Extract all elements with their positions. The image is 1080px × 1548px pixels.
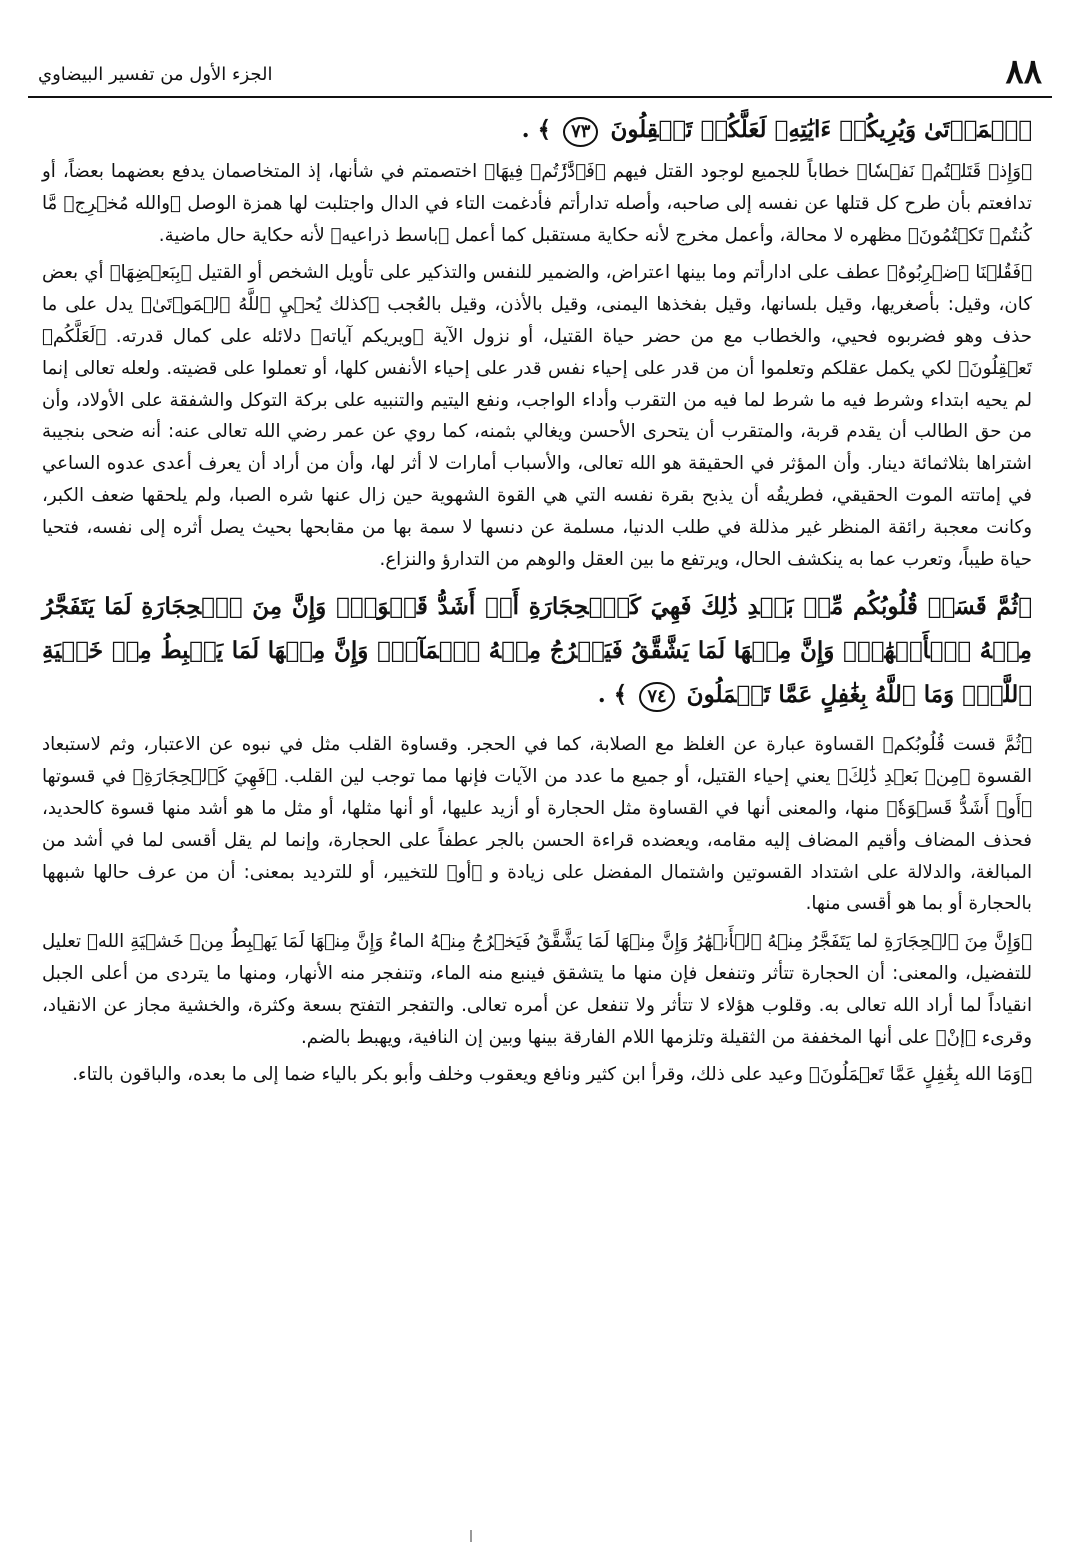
commentary-paragraph: ﴿ثُمَّ قست قُلُوبُكم﴾ القساوة عبارة عن الغلظ مع الصلابة، كما في الحجر. وقساوة القلب مثل في نبوه عن الاعتبار، وثم لاستبعاد القسوة ﴿مِنۢ بَعۡدِ ذَٰلِكَ﴾ يعني إحياء القتيل، أو جميع ما عدد من الآيات فإنها مما توجب لين القلب. ﴿فَهِيَ كَٱلۡحِجَارَةِ﴾ في قسوتها ﴿أَوۡ أَشَدُّ قَسۡوَةٗ﴾ منها، والمعنى أنها في القساوة مثل الحجارة أو أزيد عليها، أو أنها مثلها، أو مثل ما هو أشد منها قسوة كالحديد، فحذف المضاف وأقيم المضاف إليه مقامه، ويعضده قراءة الحسن بالجر عطفاً على الحجارة، وإنما لم يقل أقسى لما في أشد من المبالغة، والدلالة على اشتداد القسوتين واشتمال المفضل على زيادة و ﴿أو﴾ للتخيير، أو للترديد بمعنى: أن من عرف حالها شبهها بالحجارة أو بما هو أقسى منها. — [42, 734, 1032, 915]
verse-closing: ﴾ . — [521, 116, 552, 143]
verse-quran-74 — [42, 585, 1032, 717]
page-number: ٨٨ — [1005, 52, 1042, 92]
ayah-number-marker: ٧٣ — [563, 117, 598, 147]
page-header — [28, 48, 1052, 98]
commentary-paragraph: ﴿فَقُلۡنَا ٱضۡرِبُوهُ﴾ عطف على ادارأتم وما بينها اعتراض، والضمير للنفس والتذكير على تأويل الشخص أو القتيل ﴿بِبَعۡضِهَا﴾ أي بعض كان، وقيل: بأصغريها، وقيل بلسانها، وقيل بفخذها اليمنى، وقيل بالأذن، وقيل بالعُجب ﴿كذلك يُحۡيِ ٱللَّهُ ٱلۡمَوۡتَىٰ﴾ يدل على ما حذف وهو فضربوه فحيي، والخطاب مع من حضر حياة القتيل، أو نزول الآية ﴿ويريكم آياته﴾ دلائله على كمال قدرته. ﴿لَعَلَّكُمۡ تَعۡقِلُونَ﴾ لكي يكمل عقلكم وتعلموا أن من قدر على إحياء نفس قدر على إحياء الأنفس كلها، أو تعملوا على قضيته. ولعله تعالى إنما لم يحيه ابتداء وشرط فيه ما شرط لما فيه من التقرب وأداء الواجب، ونفع اليتيم والتنبيه على بركة التوكل والشفقة على الأولاد، وأن من حق الطالب أن يقدم قربة، والمتقرب أن يتحرى الأحسن ويغالي بثمنه، كما روي عن عمر رضي الله تعالى عنه: أنه ضحى بنجيبة اشتراها بثلاثمائة دينار. وأن المؤثر في الحقيقة هو الله تعالى، والأسباب أمارات لا أثر لها، وأن من أراد أن يعرف أعدى عدوه الساعي في إماتته الموت الحقيقي، فطريقُه أن يذبح بقرة نفسه التي هي القوة الشهوية حين زال عنها شره الصبا، ولم يلحقها ضعف الكبر، وكانت معجبة رائقة المنظر غير مذللة في طلب الدنيا، مسلمة عن دنسها لا سمة بها من مقابحها بحيث يصل أثره إلى نفسه، فتحيا حياة طيباً، وتعرب عما به ينكشف الحال، ويرتفع ما بين العقل والوهم من التدارؤ والنزاع. — [42, 262, 1032, 570]
commentary-paragraph: ﴿وَإِنَّ مِنَ ٱلۡحِجَارَةِ لما يَتَفَجَّرُ مِنۡهُ ٱلۡأَنۡهَٰرُ وَإِنَّ مِنۡهَا لَمَا يَشَّقَّقُ فَيَخۡرُجُ مِنۡهُ الماءُ وَإِنَّ مِنۡهَا لَمَا يَهۡبِطُ مِنۡ خَشۡيَةِ الله﴾ تعليل للتفضيل، والمعنى: أن الحجارة تتأثر وتنفعل فإن منها ما يتشقق فينبع منه الماء، وتنفجر منه الأنهار، ومنها ما يتردى من أعلى الجبل انقياداً لما أراد الله تعالى به. وقلوب هؤلاء لا تتأثر ولا تنفعل عن أمره تعالى. والتفجر التفتح بسعة وكثرة، والخشية مجاز عن الانقياد، وقرىء ﴿إنْ﴾ على أنها المخففة من الثقيلة وتلزمها اللام الفارقة بينها وبين إن النافية، ويهبط بالضم. — [42, 931, 1032, 1048]
body-text — [28, 108, 1052, 1091]
scan-mark — [470, 1530, 472, 1542]
verse-text: ﴿ثُمَّ قَسَتۡ قُلُوبُكُم مِّنۢ بَعۡدِ ذَٰلِكَ فَهِيَ كَٱلۡحِجَارَةِ أَوۡ أَشَدُّ قَسۡوَةٗۚ وَإِنَّ مِنَ ٱلۡحِجَارَةِ لَمَا يَتَفَجَّرُ مِنۡهُ ٱلۡأَنۡهَٰرُۚ وَإِنَّ مِنۡهَا لَمَا يَشَّقَّقُ فَيَخۡرُجُ مِنۡهُ ٱلۡمَآءُۚ وَإِنَّ مِنۡهَا لَمَا يَهۡبِطُ مِنۡ خَشۡيَةِ ٱللَّهِۗ وَمَا ٱللَّهُ بِغَٰفِلٍ عَمَّا تَعۡمَلُونَ — [42, 593, 1032, 709]
verse-quran-73 — [42, 108, 1032, 152]
running-title: الجزء الأول من تفسير البيضاوي — [38, 64, 273, 85]
verse-closing: ﴾ . — [597, 681, 628, 709]
ayah-number-marker: ٧٤ — [639, 682, 674, 712]
book-page — [28, 48, 1052, 1528]
verse-text: ٱلۡمَوۡتَىٰ وَيُرِيكُمۡ ءَايَٰتِهِۦ لَعَلَّكُمۡ تَعۡقِلُونَ — [610, 116, 1032, 143]
commentary-paragraph: ﴿وَإِذۡ قَتَلۡتُمۡ نَفۡسٗا﴾ خطاباً للجميع لوجود القتل فيهم ﴿فَٱدَّٰرَٰٔتُمۡ فِيهَا﴾ اختصمتم في شأنها، إذ المتخاصمان يدفع بعضهما بعضاً، أو تدافعتم بأن طرح كل قتلها عن نفسه إلى صاحبه، وأصله تدارأتم فأدغمت التاء في الدال واجتلبت لها همزة الوصل ﴿والله مُخۡرِجٞ مَّا كُنتُمۡ تَكۡتُمُونَ﴾ مظهره لا محالة، وأعمل مخرج لأنه حكاية مستقبل كما أعمل ﴿باسط ذراعيه﴾ لأنه حكاية حال ماضية. — [42, 161, 1032, 246]
commentary-paragraph: ﴿وَمَا الله بِغَٰفِلٍ عَمَّا تَعۡمَلُونَ﴾ وعيد على ذلك، وقرأ ابن كثير ونافع ويعقوب وخلف وأبو بكر بالياء ضما إلى ما بعده، والباقون بالتاء. — [72, 1064, 1032, 1086]
